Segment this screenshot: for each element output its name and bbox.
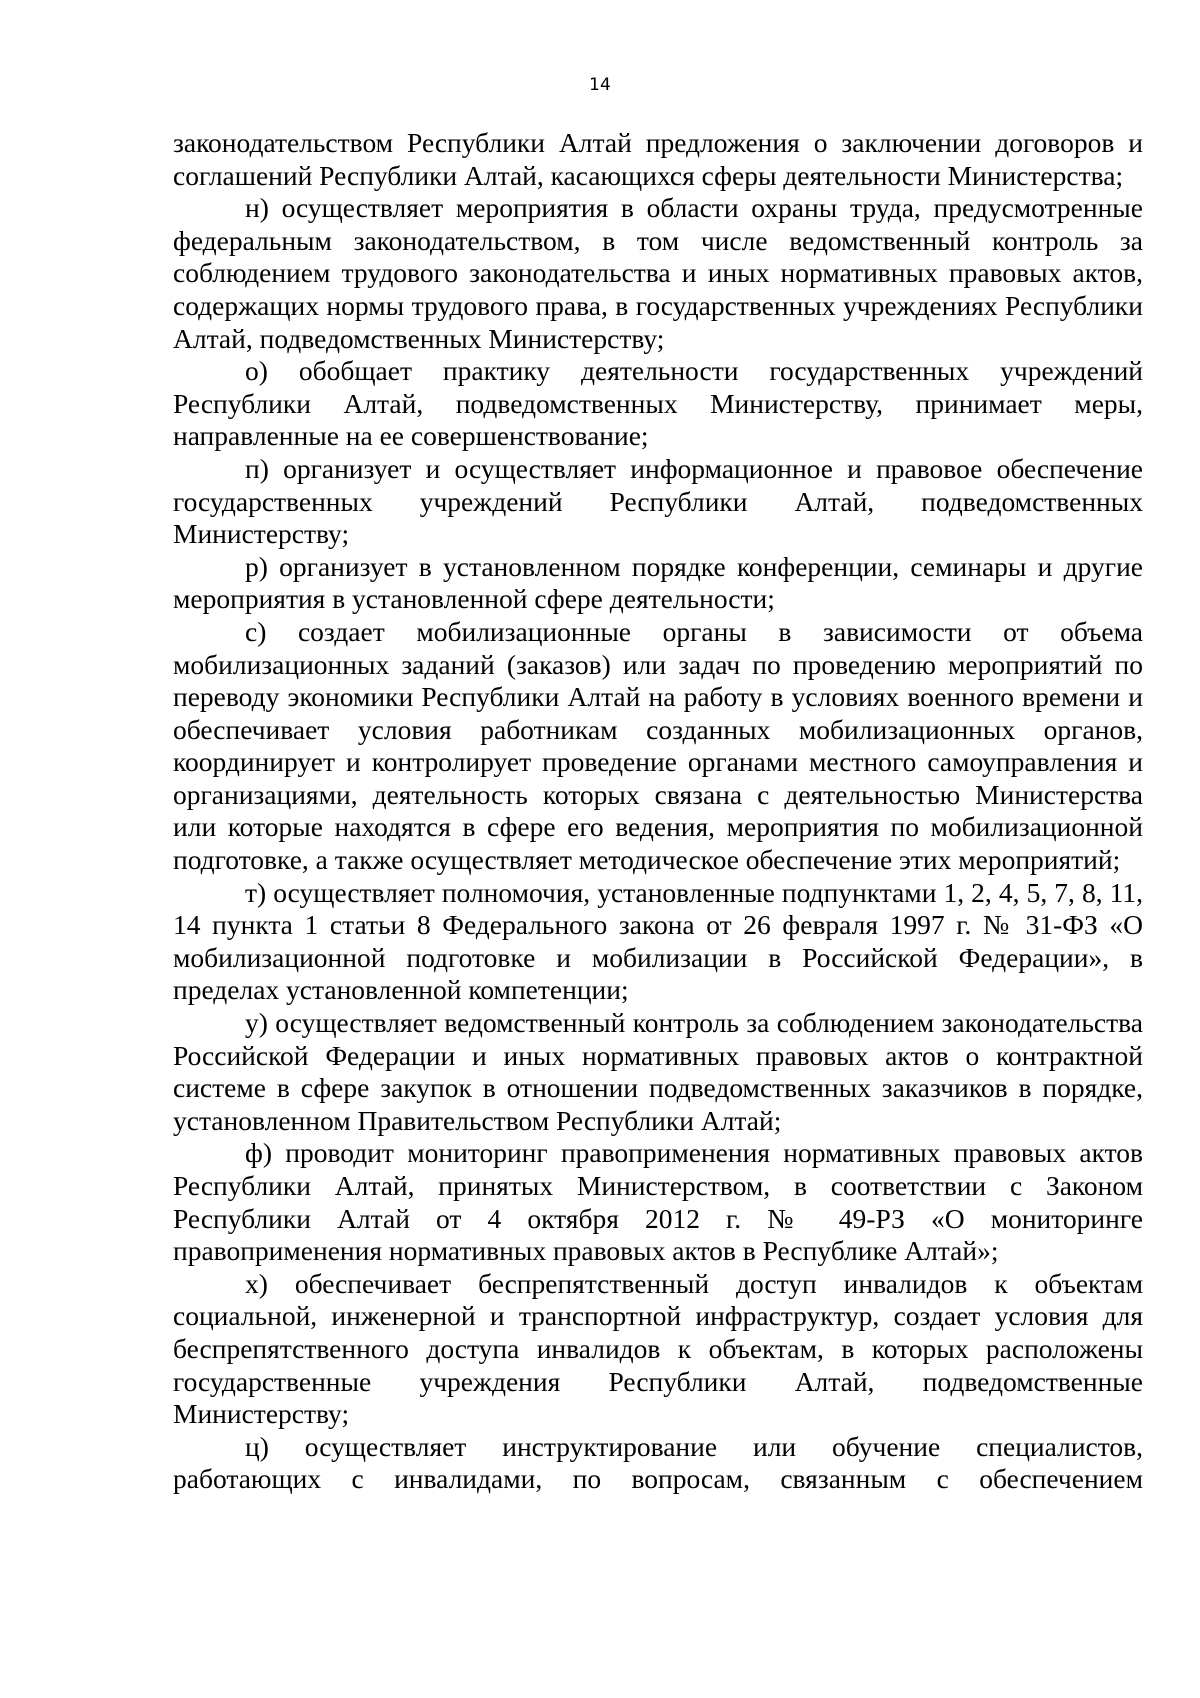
paragraph-item-kh: х) обеспечивает беспрепятственный доступ инвалидов к объектам социальной, инженерной и транспортной инфраструктур, создает условия для беспрепятственного доступа инвалидов к объектам, в которых расположены государственные учреждения Республики Алтай, подведомственные Министерству; [173,1267,1143,1430]
paragraph-item-r: р) организует в установленном порядке конференции, семинары и другие мероприятия в установленной сфере деятельности; [173,550,1143,615]
page-number: 14 [589,75,611,95]
paragraph-item-t: т) осуществляет полномочия, установленные подпунктами 1, 2, 4, 5, 7, 8, 11, 14 пункта 1 статьи 8 Федерального закона от 26 февраля 1997 г. № 31-ФЗ «О мобилизационной подготовке и мобилизации в Российской Федерации», в пределах установленной компетенции; [173,876,1143,1006]
paragraph-item-u: у) осуществляет ведомственный контроль за соблюдением законодательства Российской Федерации и иных нормативных правовых актов о контрактной системе в сфере закупок в отношении подведомственных заказчиков в порядке, установленном Правительством Республики Алтай; [173,1007,1143,1136]
paragraph-continuation: законодательством Республики Алтай предложения о заключении договоров и соглашений Республики Алтай, касающихся сферы деятельности Министерства; [173,127,1143,191]
document-body [173,127,1143,1496]
paragraph-item-o: о) обобщает практику деятельности государственных учреждений Республики Алтай, подведомственных Министерству, принимает меры, направленные на ее совершенствование; [173,355,1143,452]
paragraph-item-f: ф) проводит мониторинг правоприменения нормативных правовых актов Республики Алтай, принятых Министерством, в соответствии с Законом Республики Алтай от 4 октября 2012 г. № 49-РЗ «О мониторинге правоприменения нормативных правовых актов в Республике Алтай»; [173,1137,1143,1267]
paragraph-item-ts: ц) осуществляет инструктирование или обучение специалистов, работающих с инвалидами, по вопросам, связанным с обеспечением [173,1430,1143,1495]
paragraph-item-n: н) осуществляет мероприятия в области охраны труда, предусмотренные федеральным законодательством, в том числе ведомственный контроль за соблюдением трудового законодательства и иных нормативных правовых актов, содержащих нормы трудового права, в государственных учреждениях Республики Алтай, подведомственных Министерству; [173,192,1143,354]
paragraph-item-s: с) создает мобилизационные органы в зависимости от объема мобилизационных заданий (заказов) или задач по проведению мероприятий по переводу экономики Республики Алтай на работу в условиях военного времени и обеспечивает условия работникам созданных мобилизационных органов, координирует и контролирует проведение органами местного самоуправления и организациями, деятельность которых связана с деятельностью Министерства или которые находятся в сфере его ведения, мероприятия по мобилизационной подготовке, а также осуществляет методическое обеспечение этих мероприятий; [173,615,1143,876]
paragraph-item-p: п) организует и осуществляет информационное и правовое обеспечение государственных учреждений Республики Алтай, подведомственных Министерству; [173,452,1143,550]
